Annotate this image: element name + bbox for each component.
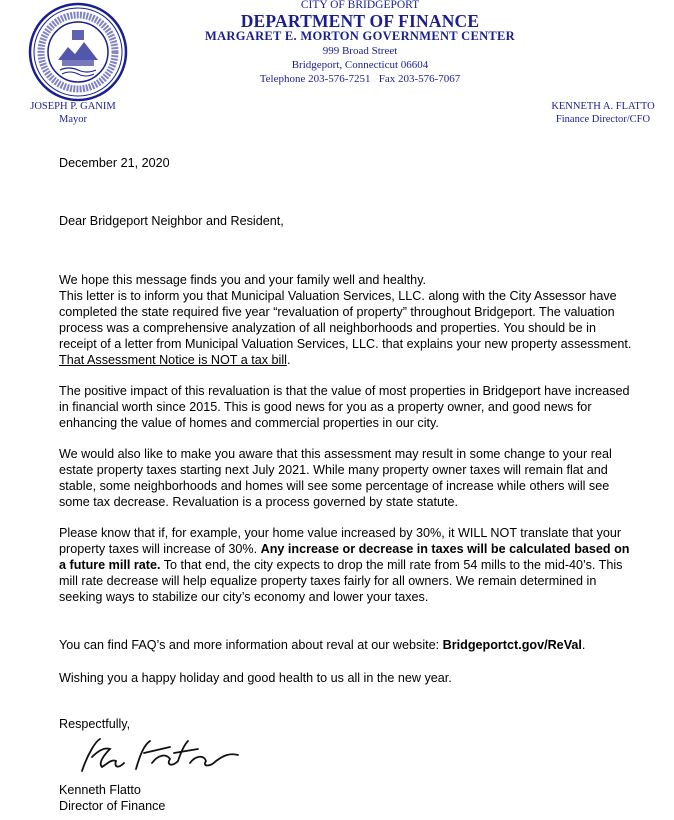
letterhead-center: MARGARET E. MORTON GOVERNMENT CENTER: [204, 29, 516, 43]
letterhead-department: DEPARTMENT OF FINANCE: [240, 11, 480, 31]
mill-rate-text-a: Please know that if, for example, your home value increased by 30%, it WILL NOT translate that your property taxes will increase of 30%.: [59, 526, 622, 556]
city-seal-icon: [28, 2, 128, 102]
cfo-block: [548, 100, 658, 126]
intro-line: We hope this message finds you and your family well and healthy.: [59, 273, 427, 287]
paragraph-positive-impact: The positive impact of this revaluation is that the value of most properties in Bridgeport have increased in financial worth since 2015. This is good news for you as a property owner, and good news for enhancing the value of homes and commercial properties in our city.: [59, 384, 630, 430]
paragraph-mill-rate: [59, 525, 637, 605]
intro-body: [59, 288, 637, 368]
closing: Respectfully,: [59, 717, 131, 731]
paragraph-intro: [59, 272, 637, 368]
intro-period: .: [286, 353, 291, 367]
mill-rate-text-b: To that end, the city expects to drop the mill rate from 54 mills to the mid-40’s. This mill rate decrease will help equalize property taxes fairly for all owners. We remain determined in seeking ways to stabilize our city’s economy and lower your taxes.: [59, 558, 623, 604]
paragraph-awareness: We would also like to make you aware that this assessment may result in some change to your real estate property taxes starting next July 2021. While many property owner taxes will remain flat and stable, some neighborhoods and homes will see some percentage of increase while others will see some tax decrease. Revaluation is a process governed by state statute.: [59, 447, 612, 509]
intro-text: This letter is to inform you that Municipal Valuation Services, LLC. along with the City Assessor have completed the state required five year “revaluation of property” throughout Bridgeport. The valuation process was a comprehensive analyzation of all neighborhoods and properties. You should be in receipt of a letter from Municipal Valuation Services, LLC. that explains your new property assessment.: [59, 289, 632, 351]
website-link[interactable]: Bridgeportct.gov/ReVal: [442, 638, 582, 652]
paragraph-website: [59, 637, 637, 653]
letter-date: December 21, 2020: [59, 156, 170, 170]
signer-title: Director of Finance: [59, 799, 166, 813]
mayor-title: Mayor: [59, 114, 87, 125]
mayor-block: [18, 100, 128, 126]
letterhead-phone: Telephone 203-576-7251 Fax 203-576-7067: [259, 73, 461, 85]
website-period: .: [581, 638, 586, 652]
cfo-name: KENNETH A. FLATTO: [551, 101, 655, 112]
tax-bill-notice: That Assessment Notice is NOT a tax bill: [59, 353, 287, 367]
letterhead-street: 999 Broad Street: [322, 45, 398, 57]
mill-rate-bold: Any increase or decrease in taxes will be calculated based on a future mill rate.: [59, 542, 630, 572]
signature-icon: [74, 733, 244, 783]
website-text: You can find FAQ’s and more information about reval at our website:: [59, 638, 443, 652]
letter-greeting: Dear Bridgeport Neighbor and Resident,: [59, 214, 284, 228]
signer-name: Kenneth Flatto: [59, 783, 141, 797]
letterhead-city-line: Bridgeport, Connecticut 06604: [291, 59, 429, 71]
mayor-name: JOSEPH P. GANIM: [30, 101, 116, 112]
letterhead-city: CITY OF BRIDGEPORT: [300, 0, 420, 11]
paragraph-wishes: Wishing you a happy holiday and good health to us all in the new year.: [59, 671, 452, 685]
cfo-title: Finance Director/CFO: [555, 114, 651, 125]
